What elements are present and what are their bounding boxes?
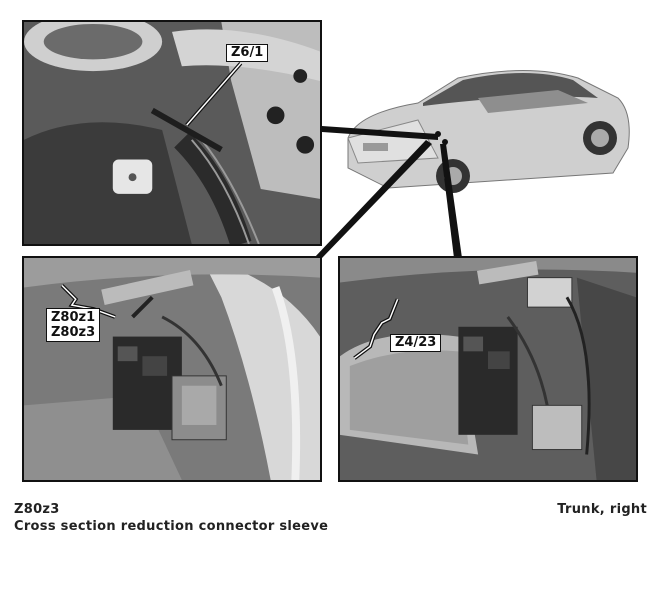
z6-1-leader-line — [24, 22, 320, 244]
location-dot-1 — [435, 131, 441, 137]
callout-z80z1: Z80z1 — [51, 310, 96, 325]
caption-description: Cross section reduction connector sleeve — [14, 519, 329, 534]
photo-bottom-left — [22, 256, 322, 482]
photo-bottom-right — [338, 256, 638, 482]
photo-top-left — [22, 20, 322, 246]
callout-z80z1-z80z3 — [46, 308, 100, 342]
callout-z80z3: Z80z3 — [51, 325, 96, 340]
callout-z6-1: Z6/1 — [226, 44, 268, 62]
caption-code: Z80z3 — [14, 502, 60, 517]
z80-leader-line — [24, 258, 320, 480]
car-illustration — [328, 58, 638, 208]
callout-z4-23: Z4/23 — [390, 334, 441, 352]
caption-location: Trunk, right — [557, 502, 647, 517]
z4-23-leader-line — [340, 258, 636, 480]
location-dot-2 — [442, 139, 448, 145]
